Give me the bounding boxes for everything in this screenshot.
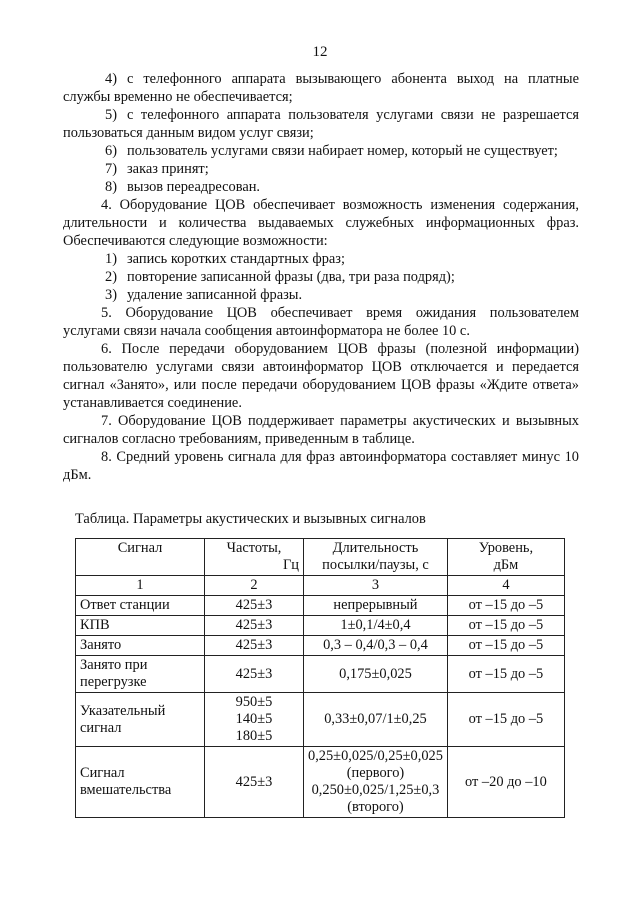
list-item-text: с телефонного аппарата вызывающего абонента выход на платные службы временно не обеспечивается; [63,71,579,105]
duration-cell [304,747,448,818]
frequency-value: 425±3 [235,597,273,613]
list-item-number: 6) [105,143,117,159]
level-cell: от –15 до –5 [447,636,564,656]
list-item-number: 5) [105,107,117,123]
list-item-number: 8) [105,179,117,195]
duration-value: 1±0,1/4±0,4 [340,617,411,633]
column-number-row [76,576,565,596]
header-frequency-unit: Гц [282,557,299,573]
frequency-value: 425±3 [235,637,273,653]
duration-value: 0,3 – 0,4/0,3 – 0,4 [323,637,428,653]
header-level [447,539,564,576]
signal-cell: Занято при перегрузке [76,656,205,693]
paragraph: 8. Средний уровень сигнала для фраз автоинформатора составляет минус 10 дБм. [63,449,579,483]
list-item [63,250,579,268]
frequency-value: 950±5 [235,694,273,710]
list-item-number: 4) [105,71,117,87]
duration-cell [304,636,448,656]
frequency-cell [205,596,304,616]
frequency-cell [205,693,304,747]
paragraph: 6. После передачи оборудованием ЦОВ фразы (полезной информации) пользователю услугами связи автоинформатор ЦОВ отключается и передается сигнал «Занято», или после передачи оборудованием ЦОВ фразы «Ждите ответа» устанавливается соединение. [63,341,579,411]
level-cell: от –15 до –5 [447,596,564,616]
duration-cell [304,596,448,616]
frequency-value: 140±5 [235,711,273,727]
table-row [76,693,565,747]
duration-value: 0,33±0,07/1±0,25 [324,711,427,727]
table-caption: Таблица. Параметры акустических и вызывных сигналов [75,511,426,527]
list-item [63,286,579,304]
paragraph: 5. Оборудование ЦОВ обеспечивает время ожидания пользователем услугами связи начала сообщения автоинформатора не более 10 с. [63,305,579,339]
frequency-cell [205,656,304,693]
list-item-text: с телефонного аппарата пользователя услугами связи не разрешается пользоваться данным видом услуг связи; [63,107,579,141]
frequency-cell [205,616,304,636]
header-signal: Сигнал [76,539,205,576]
col-number: 1 [76,576,205,596]
level-cell: от –15 до –5 [447,616,564,636]
duration-cell [304,656,448,693]
list-item-text: запись коротких стандартных фраз; [127,251,345,267]
signal-cell: Ответ станции [76,596,205,616]
frequency-value: 180±5 [235,728,273,744]
list-item [63,106,579,142]
duration-cell [304,616,448,636]
signal-cell: Занято [76,636,205,656]
list-item [63,268,579,286]
col-number: 3 [304,576,448,596]
table-header-row [76,539,565,576]
list-item [63,70,579,106]
list-item [63,178,579,196]
table-row [76,636,565,656]
frequency-cell [205,636,304,656]
table-row [76,616,565,636]
list-item-number: 1) [105,251,117,267]
duration-value: 0,175±0,025 [339,665,412,682]
paragraph: 7. Оборудование ЦОВ поддерживает параметры акустических и вызывных сигналов согласно требованиям, приведенным в таблице. [63,413,579,447]
signal-cell: Указательный сигнал [76,693,205,747]
header-level-unit: дБм [493,557,519,573]
list-item-text: вызов переадресован. [127,179,261,195]
table-row [76,596,565,616]
table-row [76,747,565,818]
level-cell: от –15 до –5 [447,656,564,693]
col-number: 2 [205,576,304,596]
duration-cell [304,693,448,747]
level-cell: от –15 до –5 [447,693,564,747]
list-item-number: 3) [105,287,117,303]
signal-cell: Сигнал вмешательства [76,747,205,818]
list-item [63,142,579,160]
signal-parameters-table [75,538,565,818]
frequency-cell [205,747,304,818]
header-frequency-top: Частоты, [226,540,282,556]
page-number: 12 [312,44,328,60]
list-item-number: 2) [105,269,117,285]
duration-value: (второго) [347,799,404,815]
duration-value: 0,250±0,025/1,25±0,3 [311,782,440,798]
header-frequency [205,539,304,576]
paragraph: 4. Оборудование ЦОВ обеспечивает возможность изменения содержания, длительности и количества выдаваемых служебных информационных фраз. Обеспечиваются следующие возможности: [63,197,579,249]
list-item-text: удаление записанной фразы. [127,287,303,303]
list-item [63,160,579,178]
list-item-text: заказ принят; [127,161,209,177]
list-item-text: повторение записанной фразы (два, три раза подряд); [127,269,455,285]
duration-value: (первого) [346,765,405,781]
table-row [76,656,565,693]
frequency-value: 425±3 [235,665,273,682]
header-level-top: Уровень, [478,540,534,556]
col-number: 4 [447,576,564,596]
frequency-value: 425±3 [235,617,273,633]
duration-value: непрерывный [333,597,418,613]
header-duration: Длительность посылки/паузы, с [304,539,448,576]
list-item-text: пользователь услугами связи набирает номер, который не существует; [127,143,558,159]
document-body [63,70,579,484]
duration-value: 0,25±0,025/0,25±0,025 [308,748,443,764]
frequency-value: 425±3 [235,773,273,790]
signal-cell: КПВ [76,616,205,636]
level-cell: от –20 до –10 [447,747,564,818]
list-item-number: 7) [105,161,117,177]
